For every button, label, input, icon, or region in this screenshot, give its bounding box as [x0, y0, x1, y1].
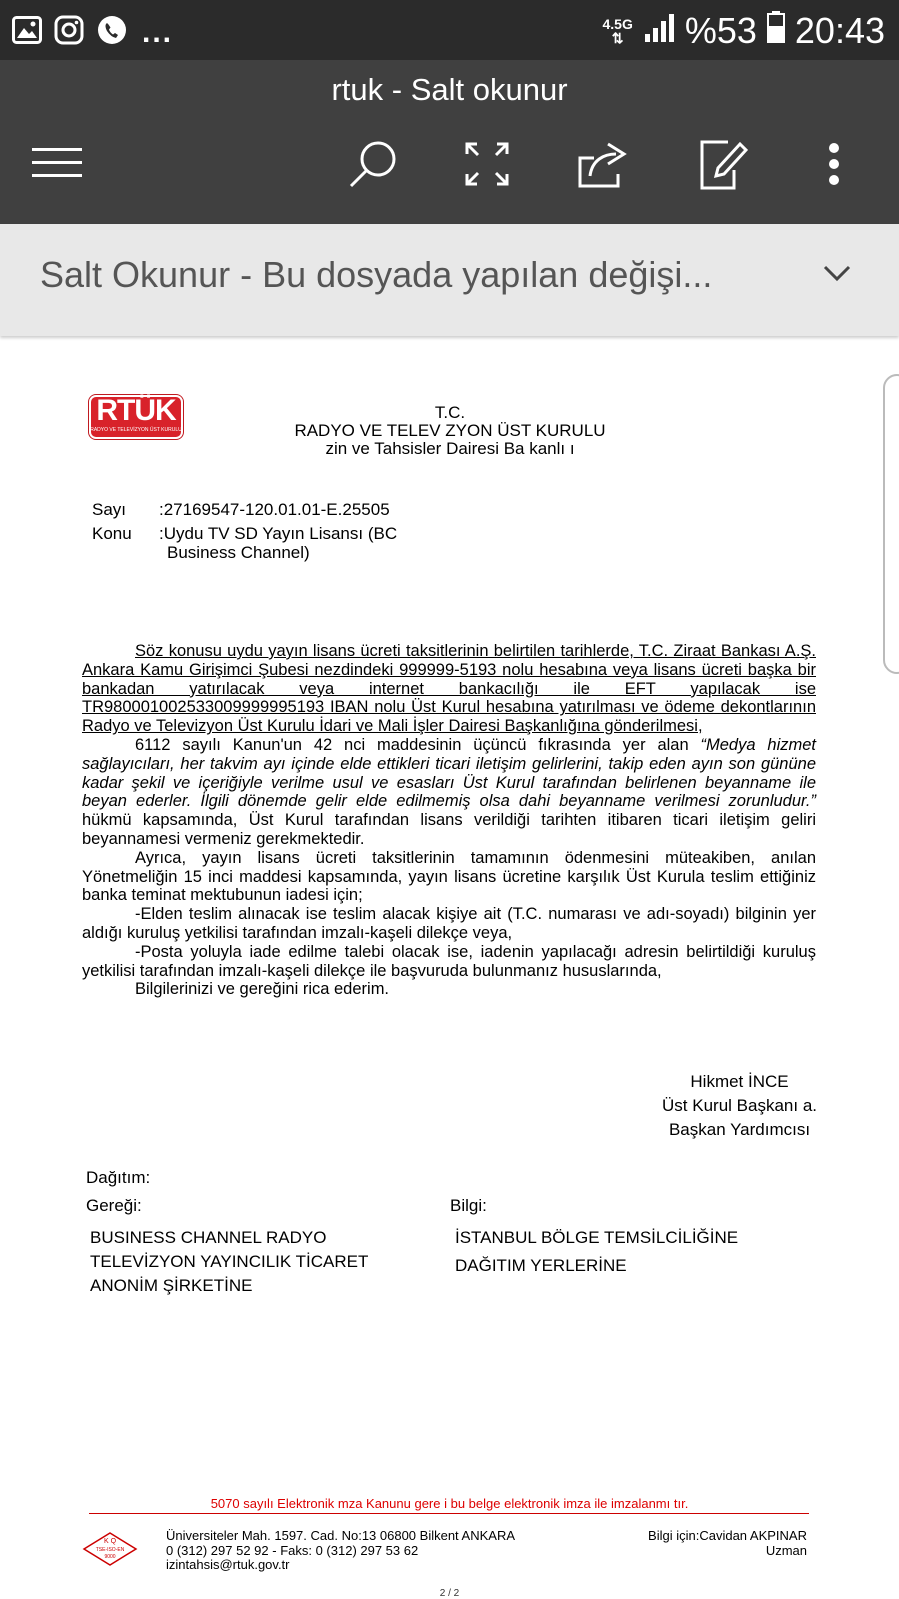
app-bar — [0, 60, 899, 224]
address-line-1: Üniversiteler Mah. 1597. Cad. No:13 06800 Bilkent ANKARA — [166, 1528, 516, 1543]
sayi-label: Sayı — [92, 500, 127, 519]
gereği-line: BUSINESS CHANNEL RADYO — [90, 1228, 327, 1247]
paragraph-guarantee: Ayrıca, yayın lisans ücreti taksitlerinin tamamının ödenmesini müteakiben, anılan Yönetmeliğin 15 inci maddesi kapsamında, yayın lisans ücretine karşılık Üst Kurula teslim ettiğiniz banka teminat mektubunun iadesi için; — [82, 848, 816, 905]
more-notifications: ... — [142, 15, 174, 49]
menu-icon[interactable] — [32, 148, 82, 183]
read-only-banner[interactable] — [0, 224, 899, 336]
signal-icon — [643, 10, 675, 52]
quality-cert-badge — [82, 1531, 138, 1572]
address-line-2: 0 (312) 297 52 92 - Faks: 0 (312) 297 53 62 — [166, 1542, 419, 1558]
gereği-recipients — [90, 1226, 368, 1298]
instagram-notification-icon — [54, 15, 84, 50]
header-line-3: zin ve Tahsisler Dairesi Ba kanlı ı — [325, 439, 575, 458]
signer-title-1: Üst Kurul Başkanı a. — [662, 1096, 817, 1115]
bilgi-line: DAĞITIM YERLERİNE — [455, 1256, 627, 1275]
gereği-line: ANONİM ŞİRKETİNE — [90, 1276, 253, 1295]
footer-contact — [648, 1529, 807, 1558]
share-icon[interactable] — [578, 140, 630, 193]
paragraph-hand-delivery: -Elden teslim alınacak ise teslim alacak kişiye ait (T.C. numarası ve adı-soyadı) bilginin yer aldığı kuruluş yetkilisi tarafından imzalı-kaşeli dilekçe veya, — [82, 905, 816, 942]
battery-icon — [767, 10, 785, 52]
sayi-row — [92, 500, 390, 519]
sayi-value: :27169547-120.01.01-E.25505 — [159, 500, 390, 519]
konu-value-line-1: :Uydu TV SD Yayın Lisansı (BC — [159, 524, 398, 543]
data-arrows-icon: ⇅ — [611, 30, 624, 46]
gallery-notification-icon — [12, 16, 42, 49]
cert-top: K Q — [103, 1538, 117, 1545]
battery-percent: %53 — [684, 10, 757, 51]
network-type — [602, 17, 632, 45]
paragraph-law — [82, 736, 816, 849]
rtuk-logo — [89, 395, 183, 439]
letter-body — [82, 642, 816, 999]
fullscreen-icon[interactable] — [465, 142, 509, 191]
clock: 20:43 — [794, 10, 885, 51]
document-title: rtuk - Salt okunur — [331, 72, 568, 107]
paragraph-law-start: 6112 sayılı Kanun'un 42 nci maddesinin üçüncü fıkrasında yer alan — [135, 735, 701, 754]
signer-title-2: Başkan Yardımcısı — [668, 1120, 811, 1139]
paragraph-post: -Posta yoluyla iade edilme talebi olacak ise, iadenin yapılacağı adresin belirtildiği kuruluş yetkilisi tarafından imzalı-kaşeli dilekçe ile başvuruda bulunmanız hususlarında, — [82, 942, 816, 980]
esign-note: 5070 sayılı Elektronik mza Kanunu gere i bu belge elektronik imza ile imzalanmı tır. — [210, 1496, 689, 1511]
paragraph-payment: Söz konusu uydu yayın lisans ücreti taksitlerinin belirtilen tarihlerde, T.C. Ziraat Bankası A.Ş. Ankara Kamu Girişimci Şubesi nezdindeki 999999-5193 nolu hesabına veya lisans ücreti başka bir bankadan yatırılacak veya internet bankacılığı ile EFT yapılacak ise TR980001002533009999995193 IBAN nolu Üst Kurul hesabına yatırılması ve ödeme dekontlarının Radyo ve Televizyon Üst Kurulu İdari ve Mali İşler Dairesi Başkanlığına gönderilmesi, — [82, 642, 816, 736]
gereği-line: TELEVİZYON YAYINCILIK TİCARET — [90, 1252, 369, 1271]
header-line-2: RADYO VE TELEV ZYON ÜST KURULU — [294, 421, 606, 440]
signer-name: Hikmet İNCE — [690, 1072, 789, 1091]
footer-divider — [89, 1513, 809, 1514]
logo-subtext: RADYO VE TELEVİZYON ÜST KURULU — [90, 427, 182, 433]
page-number: 2 / 2 — [439, 1588, 460, 1599]
logo-text: RTÜK — [96, 394, 176, 427]
distribution-label: Dağıtım: — [86, 1168, 151, 1187]
bilgi-recipients — [455, 1226, 738, 1278]
chevron-down-icon[interactable] — [823, 264, 851, 287]
overflow-menu-icon[interactable] — [828, 142, 840, 191]
whatsapp-notification-icon — [96, 14, 128, 51]
contact-line-1: Bilgi için:Cavidan AKPINAR — [648, 1528, 807, 1543]
signature-block — [662, 1070, 817, 1142]
search-icon[interactable] — [348, 140, 398, 195]
bilgi-line: İSTANBUL BÖLGE TEMSİLCİLİĞİNE — [455, 1228, 739, 1247]
bilgi-label: Bilgi: — [450, 1196, 487, 1215]
edit-icon[interactable] — [700, 140, 748, 195]
cert-mid: TSE-ISO-EN — [95, 1547, 125, 1553]
konu-value-line-2: Business Channel) — [167, 543, 310, 562]
read-only-banner-text: Salt Okunur - Bu dosyada yapılan değişi... — [40, 254, 713, 295]
contact-line-2: Uzman — [765, 1542, 807, 1558]
paragraph-law-quote: “Medya hizmet sağlayıcıları, her takvim ayı içinde elde ettikleri ticari iletişim gelirlerini, takip eden ayın son gününe kadar şekil ve içeriğiyle verilme usul ve esasları Üst Kurul tarafından belirlenen beyanname ile beyan ederler. İlgili dönemde gelir elde edilmemiş olsa dahi beyanname verilmesi zorunludur.” — [82, 735, 817, 811]
header-line-1: T.C. — [434, 403, 466, 422]
network-label: 4.5G — [602, 16, 633, 32]
footer-address — [166, 1529, 515, 1573]
scroll-handle[interactable] — [883, 374, 899, 674]
konu-row — [92, 524, 397, 562]
paragraph-closing: Bilgilerinizi ve gereğini rica ederim. — [135, 980, 390, 999]
gereği-label: Gereği: — [86, 1196, 142, 1215]
konu-label: Konu — [92, 524, 132, 543]
cert-bottom: 9000 — [104, 1554, 116, 1560]
letter-header — [250, 404, 650, 458]
status-bar — [0, 0, 899, 60]
paragraph-law-end: hükmü kapsamında, Üst Kurul tarafından lisans verildiği tarihten itibaren ticari iletişim geliri beyannamesi vermeniz gerekmektedir. — [82, 811, 816, 848]
address-line-3: izintahsis@rtuk.gov.tr — [166, 1557, 290, 1572]
